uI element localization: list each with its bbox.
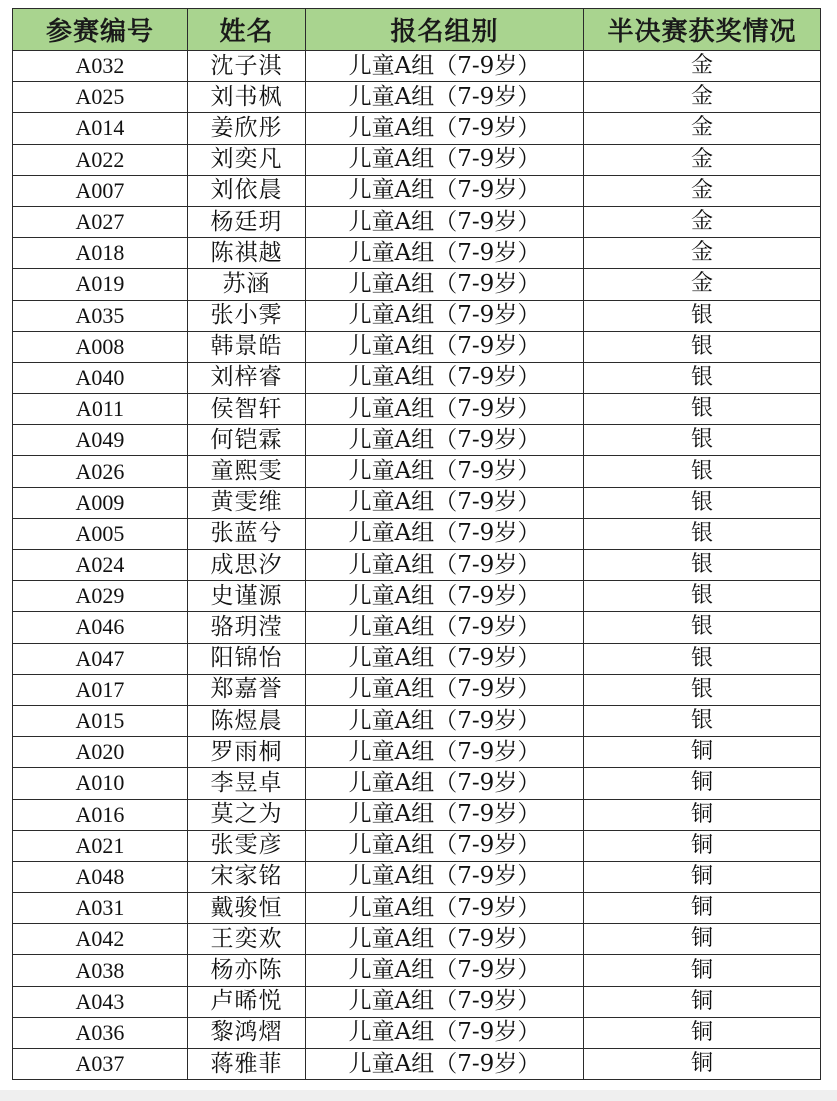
header-entry-number: 参赛编号 — [13, 9, 188, 51]
award-cell: 铜 — [584, 861, 821, 892]
name-cell: 张小霁 — [188, 300, 306, 331]
group-cell: 儿童A组（7-9岁） — [306, 175, 584, 206]
group-cell: 儿童A组（7-9岁） — [306, 456, 584, 487]
table-row — [13, 362, 821, 393]
name-cell: 沈子淇 — [188, 51, 306, 82]
table-row — [13, 456, 821, 487]
group-cell: 儿童A组（7-9岁） — [306, 768, 584, 799]
group-cell: 儿童A组（7-9岁） — [306, 425, 584, 456]
entry-number-cell: A009 — [13, 487, 188, 518]
table-row — [13, 331, 821, 362]
entry-number-cell: A025 — [13, 82, 188, 113]
results-sheet — [12, 8, 820, 1080]
table-row — [13, 206, 821, 237]
entry-number-cell: A037 — [13, 1049, 188, 1080]
entry-number-cell: A005 — [13, 518, 188, 549]
award-cell: 金 — [584, 82, 821, 113]
name-cell: 刘奕凡 — [188, 144, 306, 175]
name-cell: 宋家铭 — [188, 861, 306, 892]
award-cell: 银 — [584, 487, 821, 518]
table-row — [13, 830, 821, 861]
award-cell: 金 — [584, 238, 821, 269]
award-cell: 银 — [584, 581, 821, 612]
table-row — [13, 518, 821, 549]
entry-number-cell: A031 — [13, 893, 188, 924]
name-cell: 史谨源 — [188, 581, 306, 612]
name-cell: 黎鸿熠 — [188, 1017, 306, 1048]
group-cell: 儿童A组（7-9岁） — [306, 269, 584, 300]
entry-number-cell: A007 — [13, 175, 188, 206]
table-row — [13, 550, 821, 581]
name-cell: 杨廷玥 — [188, 206, 306, 237]
entry-number-cell: A035 — [13, 300, 188, 331]
group-cell: 儿童A组（7-9岁） — [306, 924, 584, 955]
table-row — [13, 986, 821, 1017]
award-cell: 金 — [584, 175, 821, 206]
table-row — [13, 705, 821, 736]
entry-number-cell: A047 — [13, 643, 188, 674]
name-cell: 张雯彦 — [188, 830, 306, 861]
entry-number-cell: A016 — [13, 799, 188, 830]
entry-number-cell: A042 — [13, 924, 188, 955]
header-group: 报名组别 — [306, 9, 584, 51]
award-cell: 银 — [584, 705, 821, 736]
group-cell: 儿童A组（7-9岁） — [306, 830, 584, 861]
entry-number-cell: A008 — [13, 331, 188, 362]
name-cell: 陈祺越 — [188, 238, 306, 269]
award-cell: 金 — [584, 113, 821, 144]
group-cell: 儿童A组（7-9岁） — [306, 487, 584, 518]
table-row — [13, 643, 821, 674]
entry-number-cell: A022 — [13, 144, 188, 175]
award-cell: 金 — [584, 51, 821, 82]
name-cell: 何铠霖 — [188, 425, 306, 456]
entry-number-cell: A043 — [13, 986, 188, 1017]
name-cell: 莫之为 — [188, 799, 306, 830]
award-cell: 银 — [584, 425, 821, 456]
award-cell: 铜 — [584, 1017, 821, 1048]
table-row — [13, 893, 821, 924]
name-cell: 戴骏恒 — [188, 893, 306, 924]
group-cell: 儿童A组（7-9岁） — [306, 674, 584, 705]
name-cell: 阳锦怡 — [188, 643, 306, 674]
name-cell: 韩景皓 — [188, 331, 306, 362]
name-cell: 卢晞悦 — [188, 986, 306, 1017]
award-cell: 金 — [584, 206, 821, 237]
award-cell: 铜 — [584, 955, 821, 986]
header-semifinal-award: 半决赛获奖情况 — [584, 9, 821, 51]
entry-number-cell: A049 — [13, 425, 188, 456]
group-cell: 儿童A组（7-9岁） — [306, 705, 584, 736]
award-cell: 铜 — [584, 924, 821, 955]
table-row — [13, 300, 821, 331]
table-row — [13, 768, 821, 799]
name-cell: 侯智轩 — [188, 394, 306, 425]
award-cell: 银 — [584, 674, 821, 705]
name-cell: 刘书枫 — [188, 82, 306, 113]
entry-number-cell: A018 — [13, 238, 188, 269]
table-row — [13, 1049, 821, 1080]
group-cell: 儿童A组（7-9岁） — [306, 144, 584, 175]
award-cell: 银 — [584, 612, 821, 643]
group-cell: 儿童A组（7-9岁） — [306, 799, 584, 830]
award-cell: 铜 — [584, 830, 821, 861]
group-cell: 儿童A组（7-9岁） — [306, 82, 584, 113]
group-cell: 儿童A组（7-9岁） — [306, 331, 584, 362]
table-row — [13, 955, 821, 986]
header-row — [13, 9, 821, 51]
entry-number-cell: A011 — [13, 394, 188, 425]
entry-number-cell: A036 — [13, 1017, 188, 1048]
entry-number-cell: A015 — [13, 705, 188, 736]
table-row — [13, 581, 821, 612]
name-cell: 刘依晨 — [188, 175, 306, 206]
entry-number-cell: A024 — [13, 550, 188, 581]
name-cell: 张蓝兮 — [188, 518, 306, 549]
group-cell: 儿童A组（7-9岁） — [306, 394, 584, 425]
entry-number-cell: A014 — [13, 113, 188, 144]
table-row — [13, 674, 821, 705]
entry-number-cell: A027 — [13, 206, 188, 237]
group-cell: 儿童A组（7-9岁） — [306, 643, 584, 674]
award-cell: 银 — [584, 518, 821, 549]
entry-number-cell: A019 — [13, 269, 188, 300]
table-header — [13, 9, 821, 51]
name-cell: 李昱卓 — [188, 768, 306, 799]
table-row — [13, 51, 821, 82]
name-cell: 陈煜晨 — [188, 705, 306, 736]
group-cell: 儿童A组（7-9岁） — [306, 300, 584, 331]
group-cell: 儿童A组（7-9岁） — [306, 113, 584, 144]
name-cell: 黄雯维 — [188, 487, 306, 518]
award-cell: 铜 — [584, 799, 821, 830]
entry-number-cell: A017 — [13, 674, 188, 705]
name-cell: 姜欣彤 — [188, 113, 306, 144]
table-row — [13, 799, 821, 830]
name-cell: 杨亦陈 — [188, 955, 306, 986]
entry-number-cell: A021 — [13, 830, 188, 861]
name-cell: 蒋雅菲 — [188, 1049, 306, 1080]
award-cell: 银 — [584, 394, 821, 425]
bottom-edge-shade — [0, 1090, 837, 1101]
table-row — [13, 175, 821, 206]
table-row — [13, 861, 821, 892]
name-cell: 罗雨桐 — [188, 737, 306, 768]
table-row — [13, 1017, 821, 1048]
award-cell: 铜 — [584, 986, 821, 1017]
group-cell: 儿童A组（7-9岁） — [306, 238, 584, 269]
award-cell: 银 — [584, 643, 821, 674]
group-cell: 儿童A组（7-9岁） — [306, 518, 584, 549]
table-row — [13, 394, 821, 425]
group-cell: 儿童A组（7-9岁） — [306, 612, 584, 643]
entry-number-cell: A040 — [13, 362, 188, 393]
group-cell: 儿童A组（7-9岁） — [306, 550, 584, 581]
table-row — [13, 612, 821, 643]
table-row — [13, 238, 821, 269]
award-cell: 金 — [584, 269, 821, 300]
group-cell: 儿童A组（7-9岁） — [306, 737, 584, 768]
group-cell: 儿童A组（7-9岁） — [306, 206, 584, 237]
group-cell: 儿童A组（7-9岁） — [306, 893, 584, 924]
entry-number-cell: A048 — [13, 861, 188, 892]
name-cell: 成思汐 — [188, 550, 306, 581]
name-cell: 王奕欢 — [188, 924, 306, 955]
name-cell: 骆玥滢 — [188, 612, 306, 643]
name-cell: 刘梓睿 — [188, 362, 306, 393]
award-cell: 铜 — [584, 768, 821, 799]
award-cell: 铜 — [584, 737, 821, 768]
entry-number-cell: A046 — [13, 612, 188, 643]
award-cell: 银 — [584, 300, 821, 331]
group-cell: 儿童A组（7-9岁） — [306, 1049, 584, 1080]
name-cell: 苏涵 — [188, 269, 306, 300]
table-row — [13, 737, 821, 768]
table-row — [13, 425, 821, 456]
award-cell: 银 — [584, 456, 821, 487]
header-name: 姓名 — [188, 9, 306, 51]
name-cell: 郑嘉誉 — [188, 674, 306, 705]
entry-number-cell: A038 — [13, 955, 188, 986]
results-table — [12, 8, 821, 1080]
table-row — [13, 144, 821, 175]
group-cell: 儿童A组（7-9岁） — [306, 51, 584, 82]
award-cell: 银 — [584, 362, 821, 393]
entry-number-cell: A010 — [13, 768, 188, 799]
table-row — [13, 269, 821, 300]
table-row — [13, 82, 821, 113]
entry-number-cell: A032 — [13, 51, 188, 82]
group-cell: 儿童A组（7-9岁） — [306, 581, 584, 612]
table-row — [13, 487, 821, 518]
table-body — [13, 51, 821, 1080]
entry-number-cell: A026 — [13, 456, 188, 487]
entry-number-cell: A029 — [13, 581, 188, 612]
award-cell: 铜 — [584, 1049, 821, 1080]
group-cell: 儿童A组（7-9岁） — [306, 986, 584, 1017]
award-cell: 银 — [584, 550, 821, 581]
group-cell: 儿童A组（7-9岁） — [306, 861, 584, 892]
award-cell: 金 — [584, 144, 821, 175]
name-cell: 童熙雯 — [188, 456, 306, 487]
table-row — [13, 924, 821, 955]
entry-number-cell: A020 — [13, 737, 188, 768]
award-cell: 铜 — [584, 893, 821, 924]
group-cell: 儿童A组（7-9岁） — [306, 1017, 584, 1048]
group-cell: 儿童A组（7-9岁） — [306, 362, 584, 393]
award-cell: 银 — [584, 331, 821, 362]
group-cell: 儿童A组（7-9岁） — [306, 955, 584, 986]
table-row — [13, 113, 821, 144]
